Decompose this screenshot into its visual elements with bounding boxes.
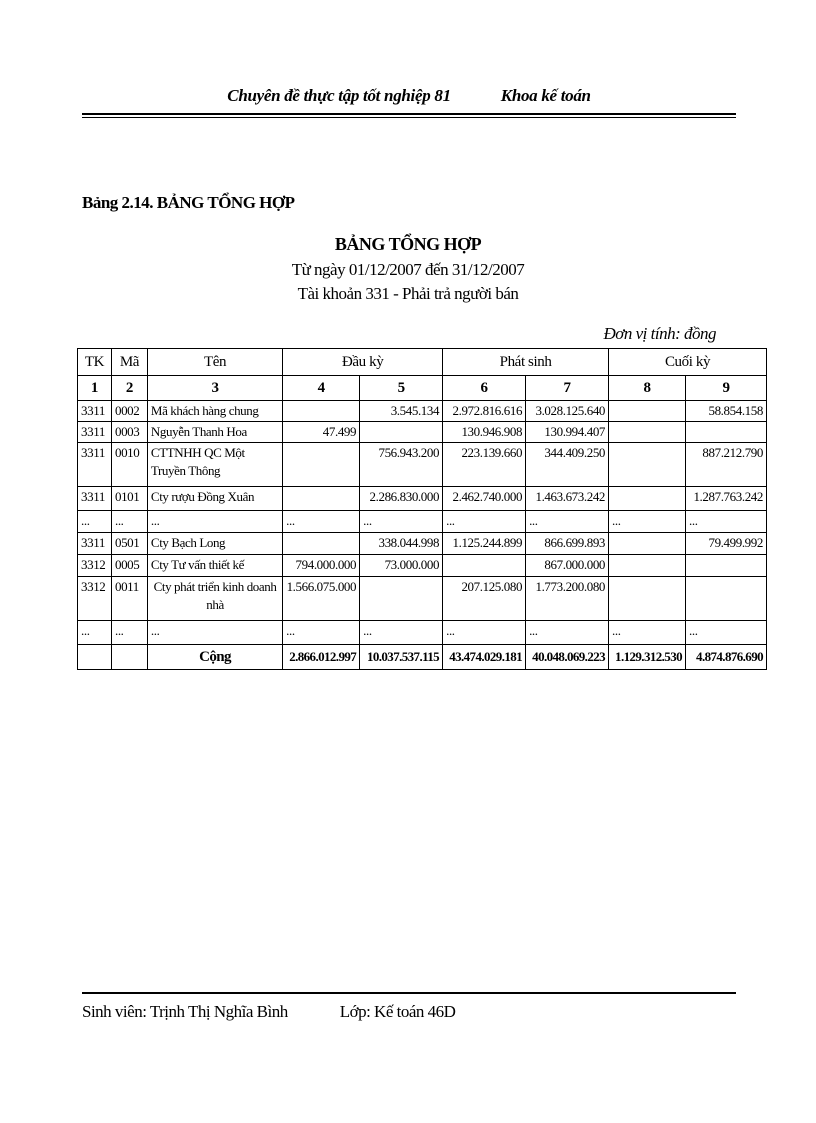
amount-cell: ... xyxy=(686,621,767,645)
supplier-name-cell: ... xyxy=(147,621,282,645)
supplier-name-cell: Mã khách hàng chung xyxy=(147,401,282,422)
total-amount-cell: 1.129.312.530 xyxy=(609,645,686,670)
amount-cell xyxy=(283,443,360,487)
amount-cell: 867.000.000 xyxy=(526,555,609,577)
code-cell: 3312 xyxy=(78,555,112,577)
index-cell: 7 xyxy=(526,376,609,401)
amount-cell xyxy=(360,422,443,443)
code-cell: 0002 xyxy=(111,401,147,422)
amount-cell: ... xyxy=(609,621,686,645)
amount-cell: ... xyxy=(526,621,609,645)
header-topic: Chuyên đề thực tập tốt nghiệp 81 xyxy=(227,86,451,105)
amount-cell: 887.212.790 xyxy=(686,443,767,487)
code-cell: 3311 xyxy=(78,401,112,422)
code-cell: ... xyxy=(78,511,112,533)
code-cell: 0011 xyxy=(111,577,147,621)
table-row xyxy=(78,511,767,533)
code-cell: 0003 xyxy=(111,422,147,443)
amount-cell: 73.000.000 xyxy=(360,555,443,577)
index-cell: 5 xyxy=(360,376,443,401)
amount-cell: 3.545.134 xyxy=(360,401,443,422)
index-cell: 3 xyxy=(147,376,282,401)
header-department: Khoa kế toán xyxy=(500,86,591,105)
supplier-name-cell: ... xyxy=(147,511,282,533)
amount-cell: ... xyxy=(283,511,360,533)
amount-cell xyxy=(283,533,360,555)
amount-cell xyxy=(686,577,767,621)
supplier-name-cell: Cty phát triển kinh doanh nhà xyxy=(147,577,282,621)
amount-cell xyxy=(609,577,686,621)
amount-cell: ... xyxy=(526,511,609,533)
table-row xyxy=(78,533,767,555)
column-index-row xyxy=(78,376,767,401)
total-amount-cell: 43.474.029.181 xyxy=(443,645,526,670)
amount-cell xyxy=(686,422,767,443)
col-header-ten: Tên xyxy=(147,349,282,376)
code-cell: 0005 xyxy=(111,555,147,577)
index-cell: 8 xyxy=(609,376,686,401)
total-amount-cell: 40.048.069.223 xyxy=(526,645,609,670)
code-cell: ... xyxy=(111,511,147,533)
amount-cell: 130.994.407 xyxy=(526,422,609,443)
report-title-block xyxy=(80,230,736,306)
header-rule xyxy=(82,113,736,115)
amount-cell xyxy=(609,401,686,422)
amount-cell: 338.044.998 xyxy=(360,533,443,555)
col-header-phat-sinh: Phát sinh xyxy=(443,349,609,376)
table-row xyxy=(78,443,767,487)
code-cell: ... xyxy=(78,621,112,645)
amount-cell: ... xyxy=(609,511,686,533)
amount-cell xyxy=(609,443,686,487)
amount-cell: 207.125.080 xyxy=(443,577,526,621)
amount-cell: 58.854.158 xyxy=(686,401,767,422)
amount-cell: ... xyxy=(360,511,443,533)
total-label: Cộng xyxy=(147,645,282,670)
col-header-dau-ky: Đầu kỳ xyxy=(283,349,443,376)
total-row xyxy=(78,645,767,670)
col-header-cuoi-ky: Cuối kỳ xyxy=(609,349,767,376)
total-amount-cell: 2.866.012.997 xyxy=(283,645,360,670)
col-header-tk: TK xyxy=(78,349,112,376)
report-period: Từ ngày 01/12/2007 đến 31/12/2007 xyxy=(291,260,525,279)
amount-cell xyxy=(609,422,686,443)
footer-student: Sinh viên: Trịnh Thị Nghĩa Bình xyxy=(82,1002,288,1021)
code-cell: 3311 xyxy=(78,443,112,487)
index-cell: 1 xyxy=(78,376,112,401)
amount-cell: 47.499 xyxy=(283,422,360,443)
amount-cell xyxy=(609,555,686,577)
amount-cell: 2.972.816.616 xyxy=(443,401,526,422)
amount-cell: ... xyxy=(283,621,360,645)
supplier-name-cell: Cty Bạch Long xyxy=(147,533,282,555)
amount-cell xyxy=(283,401,360,422)
col-header-ma: Mã xyxy=(111,349,147,376)
index-cell: 6 xyxy=(443,376,526,401)
amount-cell: 344.409.250 xyxy=(526,443,609,487)
index-cell: 4 xyxy=(283,376,360,401)
table-row xyxy=(78,422,767,443)
amount-cell: 3.028.125.640 xyxy=(526,401,609,422)
amount-cell: ... xyxy=(686,511,767,533)
table-row xyxy=(78,577,767,621)
total-amount-cell: 10.037.537.115 xyxy=(360,645,443,670)
table-row xyxy=(78,621,767,645)
amount-cell: 1.125.244.899 xyxy=(443,533,526,555)
table-header-row xyxy=(78,349,767,376)
amount-cell: ... xyxy=(360,621,443,645)
code-cell: 0501 xyxy=(111,533,147,555)
table-row xyxy=(78,487,767,511)
code-cell: 3311 xyxy=(78,422,112,443)
table-row xyxy=(78,401,767,422)
amount-cell xyxy=(443,555,526,577)
supplier-name-cell: CTTNHH QC Một Truyền Thông xyxy=(147,443,282,487)
supplier-name-cell: Cty rượu Đồng Xuân xyxy=(147,487,282,511)
report-account: Tài khoản 331 - Phải trả người bán xyxy=(297,284,519,303)
amount-cell: 866.699.893 xyxy=(526,533,609,555)
code-cell: 3312 xyxy=(78,577,112,621)
summary-table xyxy=(77,348,767,670)
amount-cell: 1.773.200.080 xyxy=(526,577,609,621)
amount-cell: 2.462.740.000 xyxy=(443,487,526,511)
amount-cell xyxy=(283,487,360,511)
amount-cell: 79.499.992 xyxy=(686,533,767,555)
amount-cell: 130.946.908 xyxy=(443,422,526,443)
table-caption: Bảng 2.14. BẢNG TỔNG HỢP xyxy=(82,193,295,212)
header-rule-thin xyxy=(82,117,736,118)
supplier-name-cell: Nguyễn Thanh Hoa xyxy=(147,422,282,443)
code-cell: 3311 xyxy=(78,487,112,511)
footer-rule xyxy=(82,992,736,994)
empty-cell xyxy=(111,645,147,670)
amount-cell: 1.463.673.242 xyxy=(526,487,609,511)
amount-cell: 1.287.763.242 xyxy=(686,487,767,511)
amount-cell xyxy=(360,577,443,621)
code-cell: 0101 xyxy=(111,487,147,511)
unit-label: Đơn vị tính: đồng xyxy=(603,324,716,343)
amount-cell: ... xyxy=(443,621,526,645)
amount-cell: 794.000.000 xyxy=(283,555,360,577)
amount-cell: 756.943.200 xyxy=(360,443,443,487)
code-cell: 3311 xyxy=(78,533,112,555)
index-cell: 9 xyxy=(686,376,767,401)
page-header xyxy=(82,86,736,106)
footer-class: Lớp: Kế toán 46D xyxy=(339,1002,456,1021)
amount-cell: ... xyxy=(443,511,526,533)
supplier-name-cell: Cty Tư vấn thiết kế xyxy=(147,555,282,577)
amount-cell: 1.566.075.000 xyxy=(283,577,360,621)
amount-cell xyxy=(609,533,686,555)
amount-cell xyxy=(609,487,686,511)
report-title: BẢNG TỔNG HỢP xyxy=(334,234,482,254)
table-row xyxy=(78,555,767,577)
code-cell: ... xyxy=(111,621,147,645)
index-cell: 2 xyxy=(111,376,147,401)
code-cell: 0010 xyxy=(111,443,147,487)
amount-cell: 223.139.660 xyxy=(443,443,526,487)
page-footer xyxy=(82,1002,455,1022)
empty-cell xyxy=(78,645,112,670)
amount-cell xyxy=(686,555,767,577)
total-amount-cell: 4.874.876.690 xyxy=(686,645,767,670)
amount-cell: 2.286.830.000 xyxy=(360,487,443,511)
